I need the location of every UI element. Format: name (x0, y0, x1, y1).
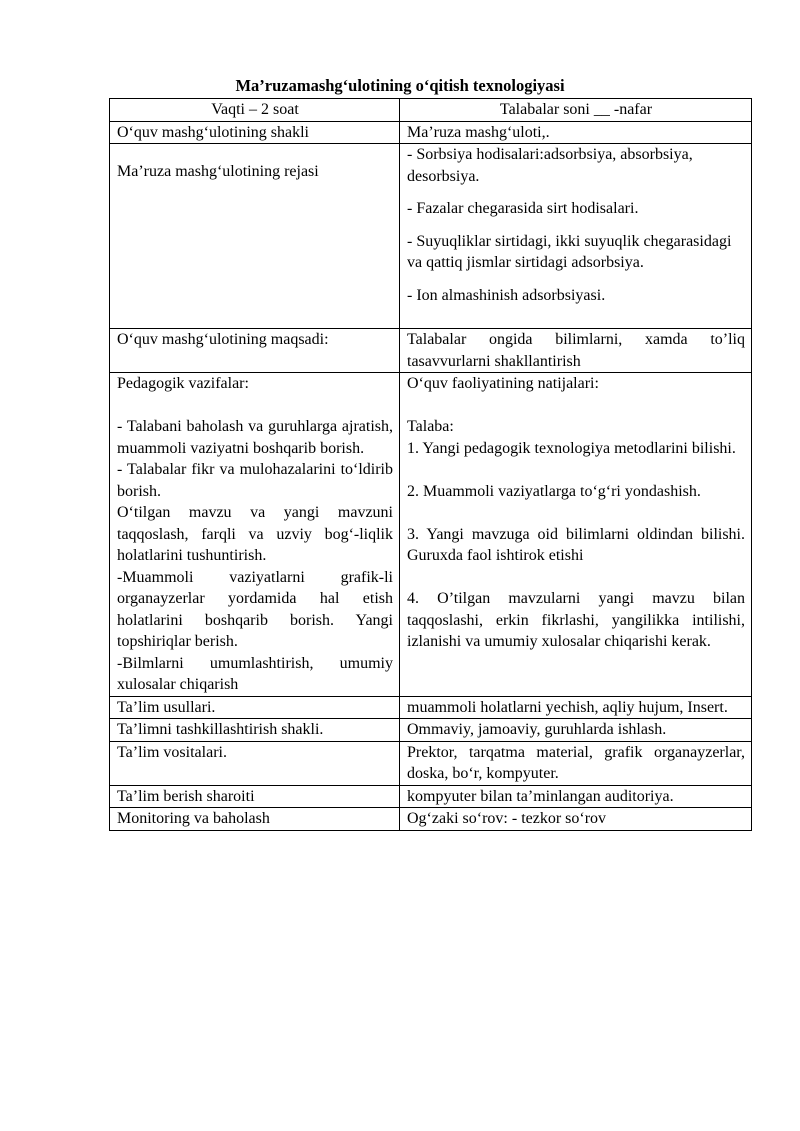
learning-results (400, 373, 752, 697)
table-row (110, 329, 752, 373)
task-item: - Talabani baholash va guruhlarga ajratish, muammoli vaziyatni boshqarib borish. (117, 418, 393, 457)
table-header-row (110, 99, 752, 122)
students-cell: Talabalar soni __ -nafar (400, 99, 752, 122)
table-row (110, 785, 752, 808)
organization-value: Ommaviy, jamoaviy, guruhlarda ishlash. (400, 719, 752, 742)
table-row (110, 696, 752, 719)
plan-item: - Fazalar chegarasida sirt hodisalari. (407, 200, 639, 217)
monitoring-label: Monitoring va baholash (110, 808, 400, 831)
plan-item: - Ion almashinish adsorbsiyasi. (407, 286, 606, 304)
table-row (110, 121, 752, 144)
plan-item: - Sorbsiya hodisalari:adsorbsiya, absorbsiya, desorbsiya. (407, 146, 693, 185)
methods-value: muammoli holatlarni yechish, aqliy hujum, Insert. (400, 696, 752, 719)
plan-label (110, 144, 400, 329)
pedagogical-tasks (110, 373, 400, 697)
organization-label: Ta’limni tashkillashtirish shakli. (110, 719, 400, 742)
document-title: Ma’ruzamashg‘ulotining o‘qitish texnologiyasi (235, 76, 565, 95)
plan-items (400, 144, 752, 329)
task-item: O‘tilgan mavzu va yangi mavzuni taqqoslash, farqli va uzviy bog‘-liqlik holatlarini tushuntirish. (117, 504, 393, 564)
tasks-label: Pedagogik vazifalar: (117, 375, 249, 392)
result-item: 3. Yangi mavzuga oid bilimlarni oldindan bilishi. Guruxda faol ishtirok etishi (407, 525, 745, 564)
results-intro: Talaba: (407, 418, 454, 435)
conditions-label: Ta’lim berish sharoiti (110, 785, 400, 808)
result-item: 2. Muammoli vaziyatlarga to‘g‘ri yondashish. (407, 482, 701, 500)
task-item: -Muammoli vaziyatlarni grafik-li organayzerlar yordamida hal etish holatlarini boshqarib borish. Yangi topshiriqlar berish. (117, 568, 393, 650)
table-row (110, 373, 752, 697)
form-value: Ma’ruza mashg‘uloti,. (400, 121, 752, 144)
plan-item: - Suyuqliklar sirtidagi, ikki suyuqlik chegarasidagi va qattiq jismlar sirtidagi adsorbsiya. (407, 232, 732, 271)
form-label: O‘quv mashg‘ulotining shakli (110, 121, 400, 144)
result-item: 4. O’tilgan mavzularni yangi mavzu bilan taqqoslashi, erkin fikrlashi, yangilikka intilishi, izlanishi va umumiy xulosalar chiqarishi kerak. (407, 590, 745, 650)
table-row (110, 808, 752, 831)
lesson-technology-table (109, 98, 752, 831)
monitoring-value: Og‘zaki so‘rov: - tezkor so‘rov (400, 808, 752, 831)
table-row (110, 741, 752, 785)
table-row (110, 719, 752, 742)
time-cell: Vaqti – 2 soat (110, 99, 400, 122)
goal-value: Talabalar ongida bilimlarni, xamda to’liq tasavvurlarni shakllantirish (400, 329, 752, 373)
task-item: -Bilmlarni umumlashtirish, umumiy xulosalar chiqarish (117, 654, 393, 693)
task-item: - Talabalar fikr va mulohazalarini to‘ldirib borish. (117, 461, 393, 500)
table-row (110, 144, 752, 329)
result-item: 1. Yangi pedagogik texnologiya metodlarini bilishi. (407, 439, 736, 457)
plan-label-text: Ma’ruza mashg‘ulotining rejasi (117, 163, 319, 180)
tools-value: Prektor, tarqatma material, grafik organayzerlar, doska, bo‘r, kompyuter. (400, 741, 752, 785)
results-label: O‘quv faoliyatining natijalari: (407, 375, 599, 392)
goal-label: O‘quv mashg‘ulotining maqsadi: (110, 329, 400, 373)
tools-label: Ta’lim vositalari. (110, 741, 400, 785)
conditions-value: kompyuter bilan ta’minlangan auditoriya. (400, 785, 752, 808)
methods-label: Ta’lim usullari. (110, 696, 400, 719)
